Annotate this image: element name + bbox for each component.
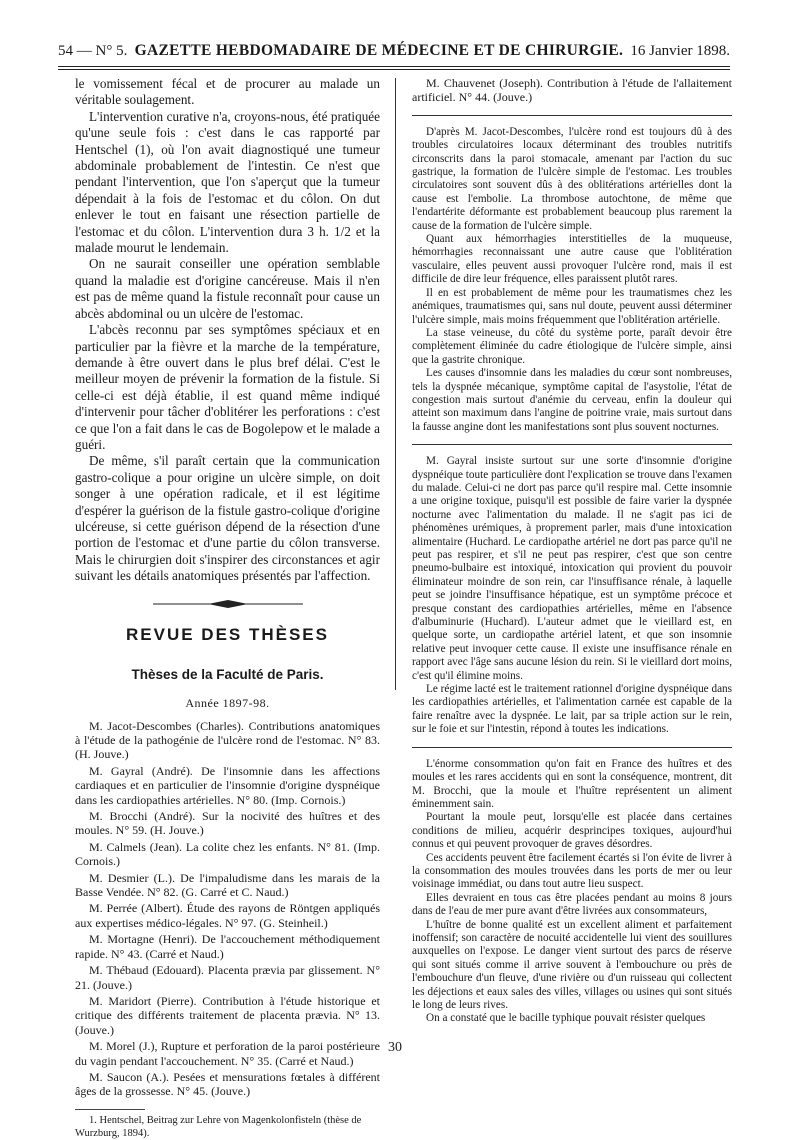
section-ornament — [153, 599, 303, 609]
thesis-entry: M. Morel (J.), Rupture et perforation de la paroi postérieure du vagin pendant l'accouchement. N° 35. (Carré et Naud.) — [75, 1039, 380, 1068]
paragraph: L'intervention curative n'a, croyons-nous, été pratiquée qu'une seule fois : c'est dans le cas rapporté par Hentschel (1), où l'on avait diagnostiqué une tumeur abdominale probablement de l'intestin. Ce n'est que pendant l'intervention, que l'on s'aperçut que la tumeur dépendait à la fois de l'estomac et du côlon. On dut enlever le tout en faisant une résection partielle de l'estomac et du côlon. L'intervention dura 3 h. 1/2 et la malade mourut le lendemain. — [75, 108, 380, 256]
section-title: REVUE DES THÈSES — [126, 624, 329, 644]
page-header — [58, 42, 730, 64]
paragraph: D'après M. Jacot-Descombes, l'ulcère rond est toujours dû à des troubles circulatoires locaux déterminant des troubles nutritifs circonscrits dans la paroi stomacale, amenant par l'action du suc gastrique, la formation de l'ulcère simple de l'estomac. Les troubles circulatoires sont souvent dûs à des oblitérations artérielles dont la cause est l'embolie. La thrombose autochtone, de même que l'endartérite déformante est probablement beaucoup plus rarement la cause de la formation de l'ulcère simple. — [412, 125, 732, 232]
review-gayral — [412, 455, 732, 737]
thesis-entry: M. Calmels (Jean). La colite chez les enfants. N° 81. (Imp. Cornois.) — [75, 839, 380, 869]
thesis-entry: M. Desmier (L.). De l'impaludisme dans les marais de la Basse Vendée. N° 82. (G. Carré et C. Naud.) — [75, 870, 380, 900]
article-continuation — [75, 76, 380, 585]
thesis-entry: M. Jacot-Descombes (Charles). Contributions anatomiques à l'étude de la pathogénie de l'ulcère rond de l'estomac. N° 83. (H. Jouve.) — [75, 718, 380, 762]
thesis-entry: M. Mortagne (Henri). De l'accouchement méthodiquement rapide. N° 43. (Carré et Naud.) — [75, 932, 380, 961]
paragraph: On a constaté que le bacille typhique pouvait résister quelques — [426, 1012, 706, 1025]
paragraph: L'énorme consommation qu'on fait en France des huîtres et des moules et les rares accidents qui en sont la conséquence, montrent, dit M. Brocchi, que la moule et l'huître représentent un aliment éminemment sain. — [412, 757, 732, 810]
footnote: 1. Hentschel, Beitrag zur Lehre von Magenkolonfisteln (thèse de Wurzburg, 1894). — [75, 1114, 362, 1139]
paragraph: Ces accidents peuvent être facilement écartés si l'on évite de livrer à la consommation des moules trouvées dans les ports de mer ou leur voisinage immédiat, ou dans tout autre lieu suspect. — [412, 851, 732, 891]
paragraph: Pourtant la moule peut, lorsqu'elle est placée dans certaines conditions de milieu, acquérir desprincipes toxiques, aujourd'hui connus et qui peuvent provoquer de graves désordres. — [412, 811, 732, 851]
subsection-title: Thèses de la Faculté de Paris. — [131, 666, 324, 682]
thesis-entry: M. Chauvenet (Joseph). Contribution à l'étude de l'allaitement artificiel. N° 44. (Jouve.) — [412, 76, 732, 105]
paragraph: le vomissement fécal et de procurer au malade un véritable soulagement. — [75, 76, 380, 108]
divider — [412, 747, 732, 748]
journal-title: GAZETTE HEBDOMADAIRE DE MÉDECINE ET DE CHIRURGIE. — [134, 42, 624, 59]
thesis-entry: M. Brocchi (André). Sur la nocivité des huîtres et des moules. N° 59. (H. Jouve.) — [75, 809, 380, 838]
thesis-entry: M. Gayral (André). De l'insomnie dans les affections cardiaques et en particulier de l'insomnie d'origine dyspnéique dans les cardiopathies artérielles. N° 80. (Imp. Cornois.) — [75, 763, 380, 807]
issue-date: 16 Janvier 1898. — [630, 43, 730, 59]
header-rule — [58, 66, 730, 67]
year-heading: Année 1897-98. — [185, 695, 270, 710]
header-rule-double — [58, 69, 730, 70]
paragraph: L'abcès reconnu par ses symptômes spéciaux et en particulier par la fièvre et la marche de la température, demande à être ouvert dans le plus bref délai. C'est le meilleur moyen de prévenir la formation de la fistule. Si celle-ci est déjà établie, il est quand même indiqué d'intervenir pour tâcher d'oblitérer les perforations : c'est ce que l'on a fait dans le cas de Bogolepow et le malade a guéri. — [75, 322, 380, 452]
thesis-entry: M. Maridort (Pierre). Contribution à l'étude historique et critique des différents traitement de placenta prævia. N° 13. (Jouve.) — [75, 993, 380, 1037]
thesis-entry: M. Perrée (Albert). Étude des rayons de Röntgen appliqués aux expertises médico-légales. N° 97. (G. Steinheil.) — [75, 901, 380, 930]
review-jacot-descombes — [412, 126, 732, 434]
paragraph: On ne saurait conseiller une opération semblable quand la maladie est d'origine cancéreuse. Mais il n'en est pas de même quand la fistule reconnaît pour cause un abcès abdominal ou un ulcère de l'estomac. — [75, 256, 380, 321]
paragraph: L'huître de bonne qualité est un excellent aliment et parfaitement inoffensif; son caractère de nocuité accidentelle lui vient des souillures auxquelles on l'expose. Le danger vient surtout des parcs de réserve qui sont situés comme il arrive souvent à l'embouchure ou près de l'embouchure d'un fleuve, d'une rivière ou d'un ruisseau qui collectent les déjections et eaux sales des villes, villages ou usines qui sont situés le long de leurs rives. — [412, 918, 732, 1011]
left-column — [75, 76, 380, 1140]
paragraph: De même, s'il paraît certain que la communication gastro-colique a pour origine un ulcère simple, on doit songer à une opération radicale, et il est légitime d'espérer la guérison de la fistule gastro-colique d'origine ulcéreuse, si cette guérison dépend de la résection d'une portion de l'estomac et d'une partie du côlon transverse. Mais le chirurgien doit s'inspirer des circonstances et agir suivant les détails anatomiques présentés par l'affection. — [75, 453, 380, 584]
issue-number: 54 — N° 5. — [58, 43, 128, 59]
paragraph: Elles devraient en tous cas être placées pendant au moins 8 jours dans de l'eau de mer pure avant d'être livrées aux consommateurs, — [412, 891, 732, 918]
divider — [412, 115, 732, 116]
paragraph: Quant aux hémorrhagies interstitielles de la muqueuse, hémorrhagies reconnaissant une autre cause que l'oblitération vasculaire, elles peuvent aussi provoquer l'ulcère rond, mais il est difficile de dire leur fréquence, elles paraissent plutôt rares. — [412, 233, 732, 286]
thesis-entry: M. Thébaud (Edouard). Placenta prævia par glissement. N° 21. (Jouve.) — [75, 963, 380, 992]
thesis-entry: M. Saucon (A.). Pesées et mensurations fœtales à différent âges de la grossesse. N° 45. (Jouve.) — [75, 1069, 380, 1099]
column-separator — [395, 78, 396, 690]
paragraph: La stase veineuse, du côté du système porte, paraît devoir être complètement éliminée du cadre étiologique de l'ulcère simple, ainsi que la gastrite chronique. — [412, 326, 732, 366]
paragraph: Il en est probablement de même pour les traumatismes chez les anémiques, traumatismes qui, sans nul doute, peuvent aussi déterminer l'ulcère simple, mais moins fréquemment que l'oblitération artérielle. — [412, 286, 732, 326]
divider — [412, 444, 732, 445]
paragraph: Les causes d'insomnie dans les maladies du cœur sont nombreuses, tels la dyspnée mécanique, symptôme capital de l'asystolie, l'état de congestion mais surtout d'anémie du cerveau, enfin la douleur qui atteint son maximum dans l'angine de poitrine vraie, mais surtout dans la fausse angine dont les manifestations sont plus souvent nocturnes. — [412, 367, 732, 433]
footnote-rule — [75, 1109, 145, 1110]
page-number: 30 — [388, 1040, 402, 1055]
paragraph: Le régime lacté est le traitement rationnel d'origine dyspnéique dans les cardiopathies artérielles, et l'alimentation carnée est capable de la faire renaître avec la dyspnée. Le lait, par sa triple action sur le rein, sur le foie et sur l'intestin, répond à toutes les indications. — [412, 683, 732, 736]
right-column — [412, 76, 732, 1026]
paragraph: M. Gayral insiste surtout sur une sorte d'insomnie d'origine dyspnéique toute particulière dont l'explication se trouve dans l'examen du malade. Celui-ci ne dort pas parce qu'il respire mal. Cette insomnie a une origine toxique, puisqu'il est possible de faire varier la dyspnée nocturne avec l'alimentation du malade. Il ne s'agit pas ici de phénomènes urémiques, à proprement parler, mais d'une intoxication alimentaire (Huchard. Le cardiopathe artériel ne dort pas parce qu'il ne peut pas respirer, et s'il ne peut pas respirer, c'est que son centre pneumo-bulbaire est intoxiqué, intoxication qui provient du pouvoir éliminateur moindre de son rein, car l'insuffisance rénale, à laquelle peut se joindre l'insuffisance hépatique, est un symptôme précoce et presque constant des cardiopathies artérielles, même en l'absence d'albuminurie (Huchard). L'auteur admet que le vieillard est, en quelque sorte, un cardiopathe artériel latent, et que son insomnie relative peut invoquer cette cause. Il existe une insuffisance rénale en rapport avec l'âge sans aucune lésion du rein. Si le vieillard dort moins, c'est qu'il élimine moins. — [412, 455, 732, 682]
review-brocchi — [412, 758, 732, 1026]
